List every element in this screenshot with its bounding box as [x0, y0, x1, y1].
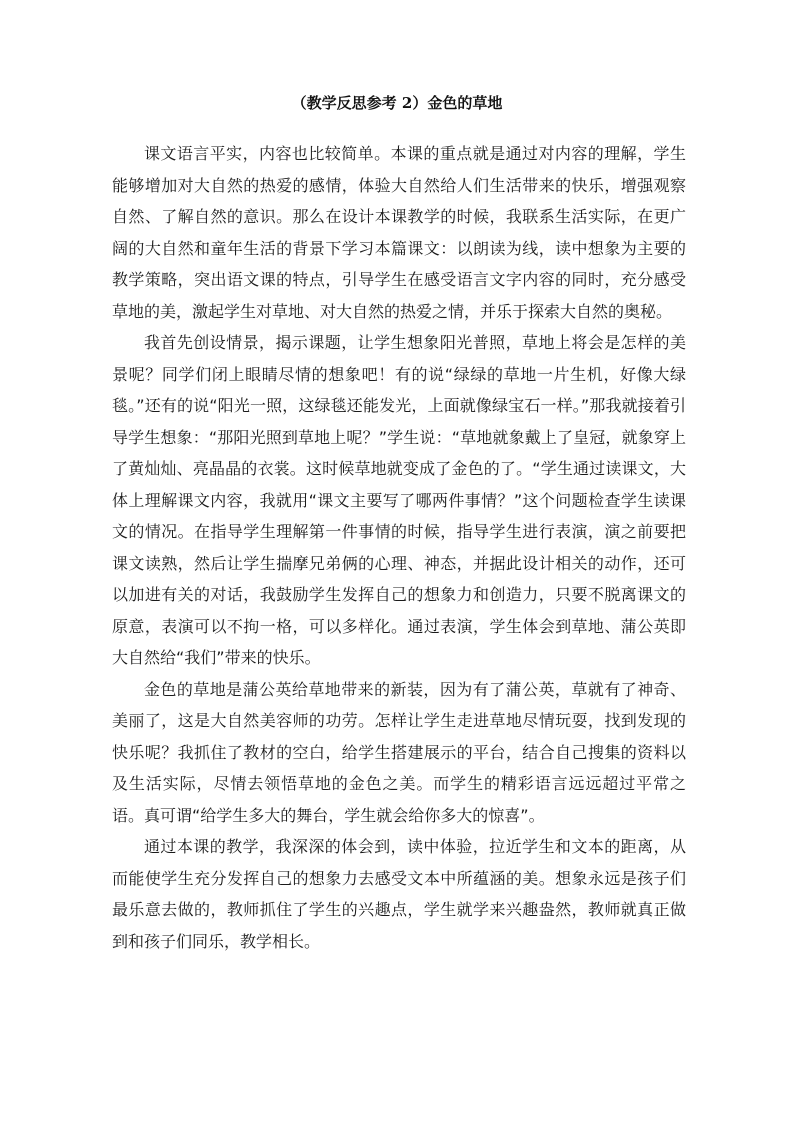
document-body	[112, 138, 686, 957]
paragraph-3: 金色的草地是蒲公英给草地带来的新装，因为有了蒲公英，草就有了神奇、美丽了，这是大自然美容师的功劳。怎样让学生走进草地尽情玩耍，找到发现的快乐呢？我抓住了教材的空白，给学生搭建展示的平台，结合自己搜集的资料以及生活实际，尽情去领悟草地的金色之美。而学生的精彩语言远远超过平常之语。真可谓“给学生多大的舞台，学生就会给你多大的惊喜”。	[112, 679, 686, 825]
document-title: （教学反思参考 2）金色的草地	[291, 94, 503, 112]
paragraph-2: 我首先创设情景，揭示课题，让学生想象阳光普照，草地上将会是怎样的美景呢？同学们闭上眼睛尽情的想象吧！有的说“绿绿的草地一片生机，好像大绿毯。”还有的说“阳光一照，这绿毯还能发光，上面就像绿宝石一样。”那我就接着引导学生想象：“那阳光照到草地上呢？”学生说：“草地就象戴上了皇冠，就象穿上了黄灿灿、亮晶晶的衣裳。这时候草地就变成了金色的了。“学生通过读课文，大体上理解课文内容，我就用“课文主要写了哪两件事情？”这个问题检查学生读课文的情况。在指导学生理解第一件事情的时候，指导学生进行表演，演之前要把课文读熟，然后让学生揣摩兄弟俩的心理、神态，并据此设计相关的动作，还可以加进有关的对话，我鼓励学生发挥自己的想象力和创造力，只要不脱离课文的原意，表演可以不拘一格，可以多样化。通过表演，学生体会到草地、蒲公英即大自然给“我们”带来的快乐。	[112, 333, 686, 667]
paragraph-4: 通过本课的教学，我深深的体会到，读中体验，拉近学生和文本的距离，从而能使学生充分发挥自己的想象力去感受文本中所蕴涵的美。想象永远是孩子们最乐意去做的，教师抓住了学生的兴趣点，学生就学来兴趣盎然，教师就真正做到和孩子们同乐，教学相长。	[112, 837, 686, 951]
paragraph-1: 课文语言平实，内容也比较简单。本课的重点就是通过对内容的理解，学生能够增加对大自然的热爱的感情，体验大自然给人们生活带来的快乐，增强观察自然、了解自然的意识。那么在设计本课教学的时候，我联系生活实际，在更广阔的大自然和童年生活的背景下学习本篇课文：以朗读为线，读中想象为主要的教学策略，突出语文课的特点，引导学生在感受语言文字内容的同时，充分感受草地的美，激起学生对草地、对大自然的热爱之情，并乐于探索大自然的奥秘。	[112, 144, 686, 321]
